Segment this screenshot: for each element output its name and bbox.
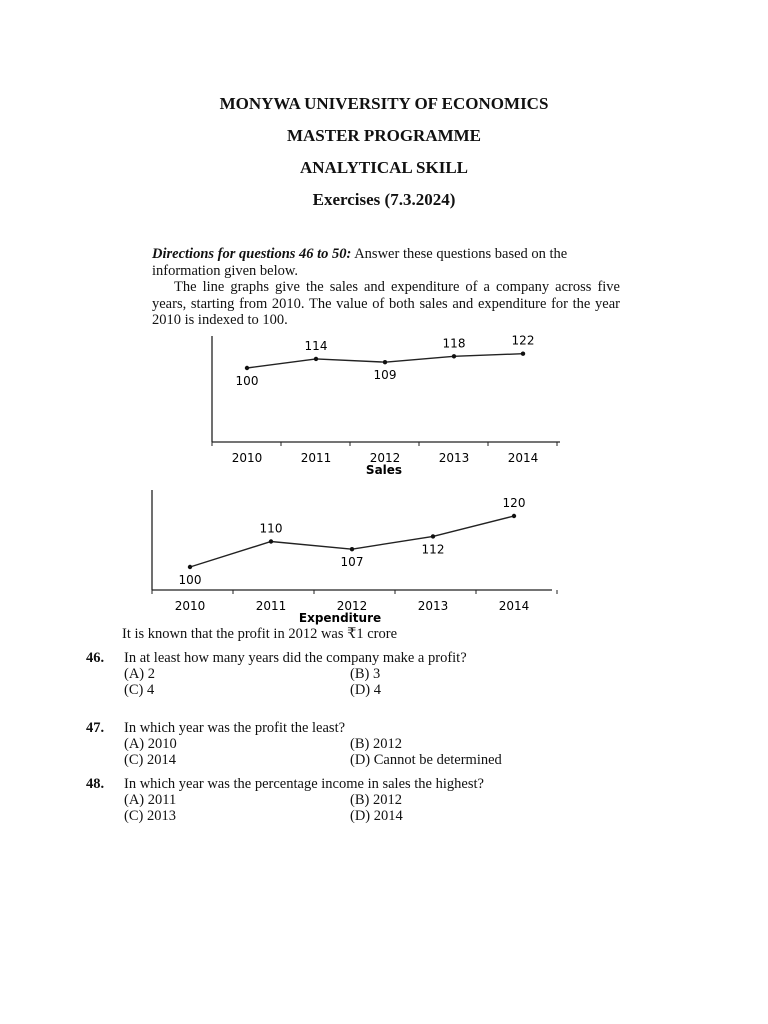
exercise-title: Exercises (7.3.2024)	[312, 190, 456, 209]
data-point	[431, 534, 435, 538]
data-point	[452, 354, 456, 358]
programme-title: MASTER PROGRAMME	[286, 126, 482, 145]
question-number: 47.	[86, 720, 105, 736]
answer-option: (C) 2014	[124, 752, 176, 768]
data-point	[269, 539, 273, 543]
profit-note: It is known that the profit in 2012 was ₹1 crore	[122, 626, 398, 642]
data-label: 100	[235, 374, 259, 388]
data-label: 107	[340, 555, 364, 570]
x-tick-label: 2012	[336, 599, 368, 613]
data-point	[512, 514, 516, 518]
x-tick-label: 2014	[507, 451, 539, 465]
data-point	[245, 366, 249, 370]
university-title: MONYWA UNIVERSITY OF ECONOMICS	[219, 94, 549, 113]
question-number: 46.	[86, 650, 105, 666]
answer-option: (D) 4	[350, 682, 382, 698]
data-point	[314, 357, 318, 361]
question-text: In at least how many years did the company make a profit?	[124, 650, 467, 666]
question-47	[86, 720, 620, 768]
data-label: 114	[304, 338, 328, 353]
x-tick-label: 2010	[231, 451, 263, 465]
answer-option: (D) 2014	[350, 808, 403, 824]
directions-lead: Directions for questions 46 to 50:	[152, 246, 352, 262]
answer-option: (B) 2012	[350, 792, 402, 808]
x-tick-label: 2014	[498, 599, 530, 613]
question-number: 48.	[86, 776, 105, 792]
answer-option: (B) 3	[350, 666, 381, 682]
chart-title: Expenditure	[298, 611, 382, 625]
x-tick-label: 2010	[174, 599, 206, 613]
answer-option: (C) 4	[124, 682, 155, 698]
answer-option: (A) 2011	[124, 792, 177, 808]
data-label: 122	[511, 333, 535, 348]
data-label: 112	[421, 542, 445, 557]
answer-option: (D) Cannot be determined	[350, 752, 502, 768]
question-48	[86, 776, 620, 824]
answer-option: (A) 2010	[124, 736, 177, 752]
directions-body: The line graphs give the sales and expenditure of a company across five years, starting from 2010. The value of both sales and expenditure for the year 2010 is indexed to 100.	[152, 279, 620, 328]
x-tick-label: 2012	[369, 451, 401, 465]
data-point	[350, 547, 354, 551]
directions-lead-rest: Answer these questions based on the information given below.	[152, 246, 568, 279]
data-point	[521, 352, 525, 356]
answer-option: (A) 2	[124, 666, 156, 682]
subject-title: ANALYTICAL SKILL	[299, 158, 469, 177]
question-46	[86, 650, 620, 698]
x-tick-label: 2011	[300, 451, 332, 465]
data-label: 100	[178, 573, 202, 587]
expenditure-line-chart	[0, 488, 768, 628]
x-tick-label: 2013	[438, 451, 470, 465]
data-label: 118	[442, 336, 466, 351]
sales-line-chart	[0, 330, 768, 480]
answer-option: (C) 2013	[124, 808, 176, 824]
x-tick-label: 2013	[417, 599, 449, 613]
answer-option: (B) 2012	[350, 736, 402, 752]
directions-block	[152, 246, 620, 329]
data-label: 120	[502, 496, 526, 510]
data-point	[188, 565, 192, 569]
question-text: In which year was the percentage income in sales the highest?	[124, 776, 484, 792]
data-label: 110	[259, 521, 283, 536]
data-point	[383, 360, 387, 364]
chart-title: Sales	[365, 463, 403, 477]
data-label: 109	[373, 368, 397, 383]
x-tick-label: 2011	[255, 599, 287, 613]
question-text: In which year was the profit the least?	[124, 720, 346, 736]
